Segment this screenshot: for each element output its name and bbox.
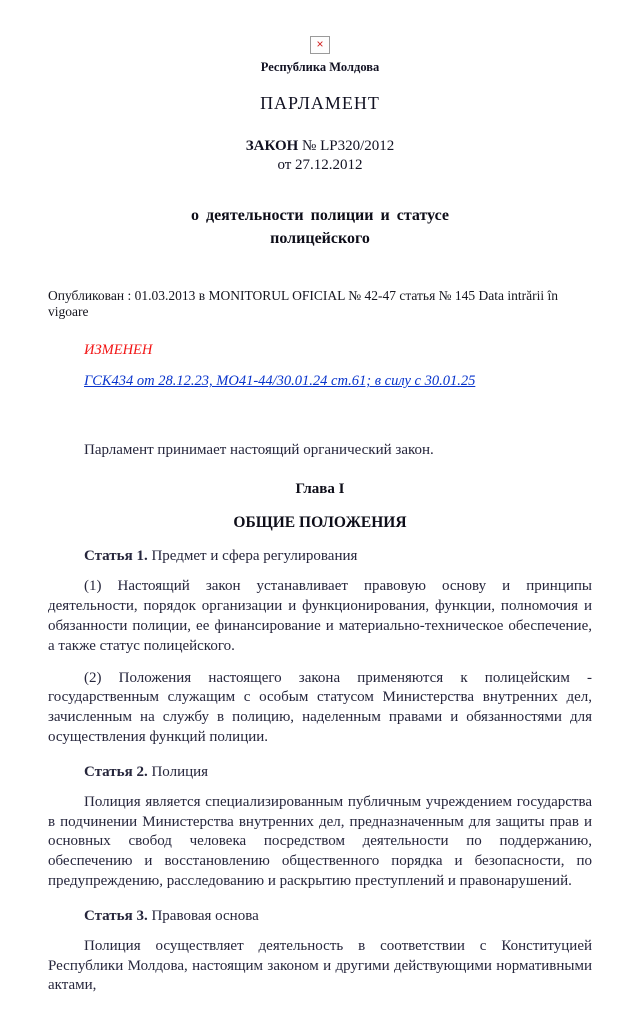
article-1-heading	[48, 548, 592, 565]
article-1-paragraph-2: (2) Положения настоящего закона применяются к полицейским - государственным служащим с особым статусом Министерства внутренних дел, зачисленным на службу в полицию, наделенным правами и обязанностями для осуществления функций полиции.	[48, 669, 592, 745]
publication-info: Опубликован : 01.03.2013 в MONITORUL OFICIAL № 42-47 статья № 145 Data intrării în vigoare	[48, 288, 559, 320]
law-number: № LP320/2012	[298, 138, 395, 154]
intro-paragraph: Парламент принимает настоящий органический закон.	[84, 442, 434, 459]
article-1-label: Статья 1.	[84, 548, 148, 565]
article-2-heading	[48, 764, 592, 781]
amendment-link[interactable]: ГСК434 от 28.12.23, МО41-44/30.01.24 ст.61; в силу с 30.01.25	[84, 373, 476, 390]
amendment-link-line	[84, 373, 592, 390]
broken-image-icon: ×	[310, 36, 330, 54]
article-2-label: Статья 2.	[84, 763, 148, 780]
article-3-title: Правовая основа	[147, 907, 259, 924]
law-date: от 27.12.2012	[277, 157, 363, 173]
article-2-paragraph-1: Полиция является специализированным публичным учреждением государства в подчинении Министерства внутренних дел, предназначенным для защиты прав и основных свобод человека посредством деятельности по поддержанию, обеспечению и восстановлению общественного порядка и безопасности, по предупреждению, расследованию и раскрытию преступлений и правонарушений.	[48, 793, 592, 889]
law-number-line	[48, 138, 592, 155]
article-2-title: Полиция	[147, 763, 209, 780]
country-name: Республика Молдова	[260, 60, 380, 74]
chapter-label: Глава I	[295, 481, 345, 498]
article-3-paragraph-1: Полиция осуществляет деятельность в соответствии с Конституцией Республики Молдова, настоящим законом и другими действующими нормативными актами,	[48, 937, 592, 994]
article-3-heading	[48, 908, 592, 925]
chapter-title: ОБЩИЕ ПОЛОЖЕНИЯ	[233, 514, 407, 532]
article-1-paragraph-1: (1) Настоящий закон устанавливает правовую основу и принципы деятельности, порядок организации и функционирования, функции, полномочия и обязанности полиции, ее финансирование и материально-техническое обеспечение, а также статус полицейского.	[48, 578, 592, 654]
article-1-title: Предмет и сфера регулирования	[147, 548, 358, 565]
emblem-area	[48, 36, 592, 54]
amendment-status: ИЗМЕНЕН	[84, 342, 153, 359]
document-title: о деятельности полиции и статусе полицейского	[190, 207, 450, 248]
law-label: ЗАКОН	[245, 138, 299, 154]
article-3-label: Статья 3.	[84, 907, 148, 924]
institution-name: ПАРЛАМЕНТ	[260, 93, 380, 113]
